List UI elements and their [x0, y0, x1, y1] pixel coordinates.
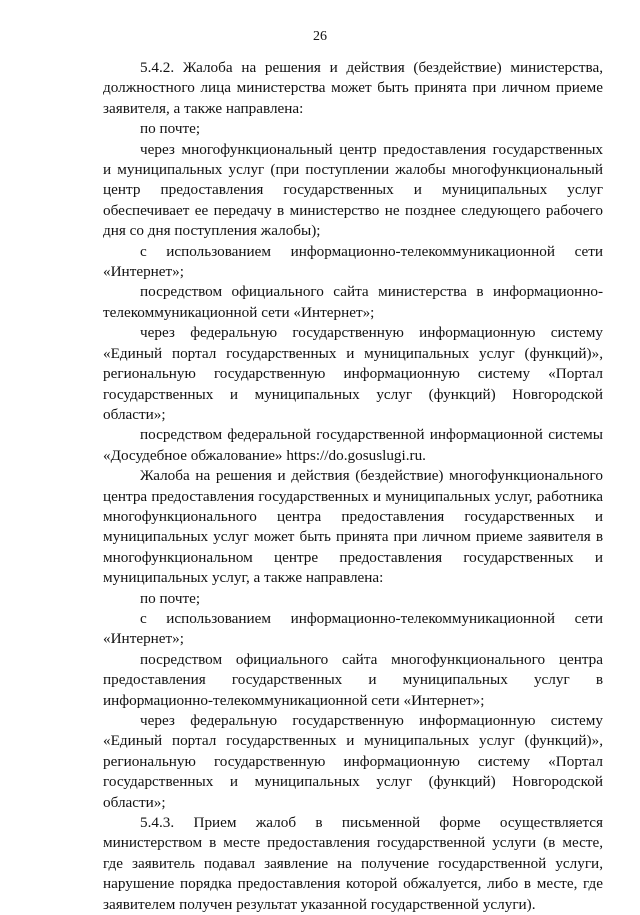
list-item-by-mail-mfc: по почте; [140, 589, 201, 607]
list-item-mfc-website: посредством официального сайта многофункционального центра предоставления государственных и муниципальных услуг в информационно-телекоммуникационной сети «Интернет»; [103, 650, 603, 709]
list-item-federal-portal: через федеральную государственную информационную систему «Единый портал государственных и муниципальных услуг (функций)», региональную государственную информационную систему «Портал государственных и муниципальных услуг (функций) Новгородской области»; [103, 324, 603, 423]
list-item-via-internet-mfc: с использованием информационно-телекоммуникационной сети «Интернет»; [103, 609, 603, 648]
paragraph-5-4-3: 5.4.3. Прием жалоб в письменной форме осуществляется министерством в месте предоставления государственной услуги (в месте, где заявитель подавал заявление на получение государственной услуги, нарушение порядка предоставления которой обжалуется, либо в месте, где заявителем получен результат указанной государственной услуги). [103, 814, 603, 913]
list-item-by-mail: по почте; [140, 120, 201, 138]
list-item-pretrial-appeal-system: посредством федеральной государственной информационной системы «Досудебное обжалование» https://do.gosuslugi.ru. [103, 426, 603, 464]
list-item-ministry-website: посредством официального сайта министерства в информационно-телекоммуникационной сети «Интернет»; [103, 283, 603, 321]
list-item-via-mfc: через многофункциональный центр предоставления государственных и муниципальных услуг (при поступлении жалобы многофункциональный центр предоставления государственных и муниципальных услуг обеспечивает ее передачу в министерство не позднее следующего рабочего дня со дня поступления жалобы); [103, 140, 603, 240]
list-item-via-internet: с использованием информационно-телекоммуникационной сети «Интернет»; [103, 242, 603, 281]
page-number: 26 [313, 29, 327, 44]
paragraph-mfc-complaint: Жалоба на решения и действия (бездействие) многофункционального центра предоставления государственных и муниципальных услуг, работника многофункционального центра предоставления государственных и муниципальных услуг может быть принята при личном приеме заявителя в многофункциональном центре предоставления государственных и муниципальных услуг, а также направлена: [103, 467, 603, 587]
paragraph-5-4-2: 5.4.2. Жалоба на решения и действия (бездействие) министерства, должностного лица министерства может быть принята при личном приеме заявителя, а также направлена: [103, 59, 603, 117]
list-item-federal-portal-mfc: через федеральную государственную информационную систему «Единый портал государственных и муниципальных услуг (функций)», региональную государственную информационную систему «Портал государственных и муниципальных услуг (функций) Новгородской области»; [103, 712, 603, 811]
document-body [103, 58, 603, 915]
